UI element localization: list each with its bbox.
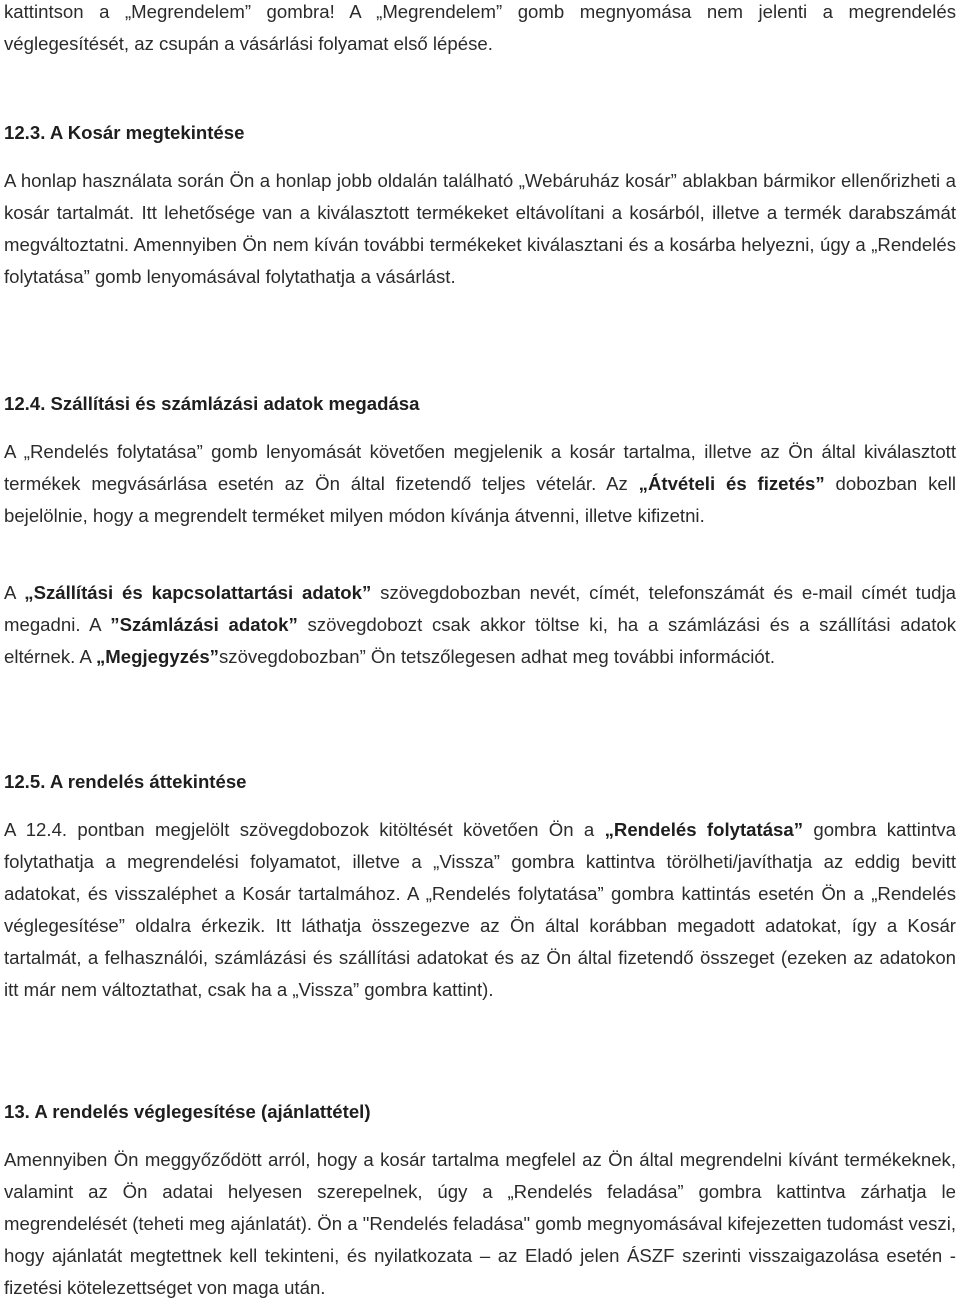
bold-term-rendeles-folytatasa: „Rendelés folytatása” <box>604 819 804 840</box>
section-12-4-paragraph-1 <box>4 436 956 532</box>
section-12-4-heading: 12.4. Szállítási és számlázási adatok megadása <box>4 393 420 414</box>
text-run: szövegdobozt csak akkor töltse ki, ha a számlázási és a szállítási adatok eltérnek. A <box>4 614 957 667</box>
text-run: szövegdobozban” Ön tetszőlegesen adhat meg további információt. <box>218 646 776 667</box>
section-12-5-paragraph <box>4 814 956 1006</box>
text-run: A „Rendelés folytatása” gomb lenyomását követően megjelenik a kosár tartalma, illetve az Ön által kiválasztott termékek megvásárlása esetén az Ön által fizetendő teljes vételár. Az <box>4 441 956 494</box>
text-run: A <box>4 582 25 603</box>
section-12-3-heading: 12.3. A Kosár megtekintése <box>4 122 245 143</box>
bold-term-megjegyzes: „Megjegyzés” <box>96 646 219 667</box>
intro-paragraph: kattintson a „Megrendelem” gombra! A „Megrendelem” gomb megnyomása nem jelenti a megrendelés véglegesítését, az csupán a vásárlási folyamat első lépése. <box>4 1 956 54</box>
text-run: dobozban kell bejelölnie, hogy a megrendelt terméket milyen módon kívánja átvenni, illetve kifizetni. <box>4 473 956 526</box>
section-12-5-heading: 12.5. A rendelés áttekintése <box>4 771 247 792</box>
section-12-3-paragraph: A honlap használata során Ön a honlap jobb oldalán található „Webáruház kosár” ablakban bármikor ellenőrizheti a kosár tartalmát. Itt lehetősége van a kiválasztott termékeket eltávolítani a kosárból, illetve a termék darabszámát megváltoztatni. Amennyiben Ön nem kíván további termékeket kiválasztani és a kosárba helyezni, úgy a „Rendelés folytatása” gomb lenyomásával folytathatja a vásárlást. <box>4 170 956 287</box>
bold-term-szamlazasi: ”Számlázási adatok” <box>110 614 298 635</box>
bold-term-atveteli: „Átvételi és fizetés” <box>638 473 825 494</box>
text-run: A 12.4. pontban megjelölt szövegdobozok kitöltését követően Ön a <box>4 819 605 840</box>
section-12-4-paragraph-2 <box>4 577 956 673</box>
section-13-paragraph: Amennyiben Ön meggyőződött arról, hogy a kosár tartalma megfelel az Ön által megrendelni kívánt termékeknek, valamint az Ön adatai helyesen szerepelnek, úgy a „Rendelés feladása” gombra kattintva zárhatja le megrendelését (teheti meg ajánlatát). Ön a "Rendelés feladása" gomb megnyomásával kifejezetten tudomást veszi, hogy ajánlatát megtettnek kell tekinteni, és nyilatkozata – az Eladó jelen ÁSZF szerinti visszaigazolása esetén - fizetési kötelezettséget von maga után. <box>4 1149 956 1298</box>
section-13-heading: 13. A rendelés véglegesítése (ajánlattétel) <box>4 1101 371 1122</box>
text-run: gombra kattintva folytathatja a megrendelési folyamatot, illetve a „Vissza” gombra kattintva törölheti/javíthatja az eddig bevitt adatokat, és visszaléphet a Kosár tartalmához. A „Rendelés folytatása” gombra kattintás esetén Ön a „Rendelés véglegesítése” oldalra érkezik. Itt láthatja összegezve az Ön által korábban megadott adatokat, így a Kosár tartalmát, a felhasználói, számlázási és szállítási adatokat és az Ön által fizetendő összeget (ezeken az adatokon itt már nem változtathat, csak ha a „Vissza” gombra kattint). <box>4 819 956 1000</box>
text-run: szövegdobozban nevét, címét, telefonszámát és e-mail címét tudja megadni. A <box>4 582 956 635</box>
bold-term-szallitasi: „Szállítási és kapcsolattartási adatok” <box>24 582 372 603</box>
